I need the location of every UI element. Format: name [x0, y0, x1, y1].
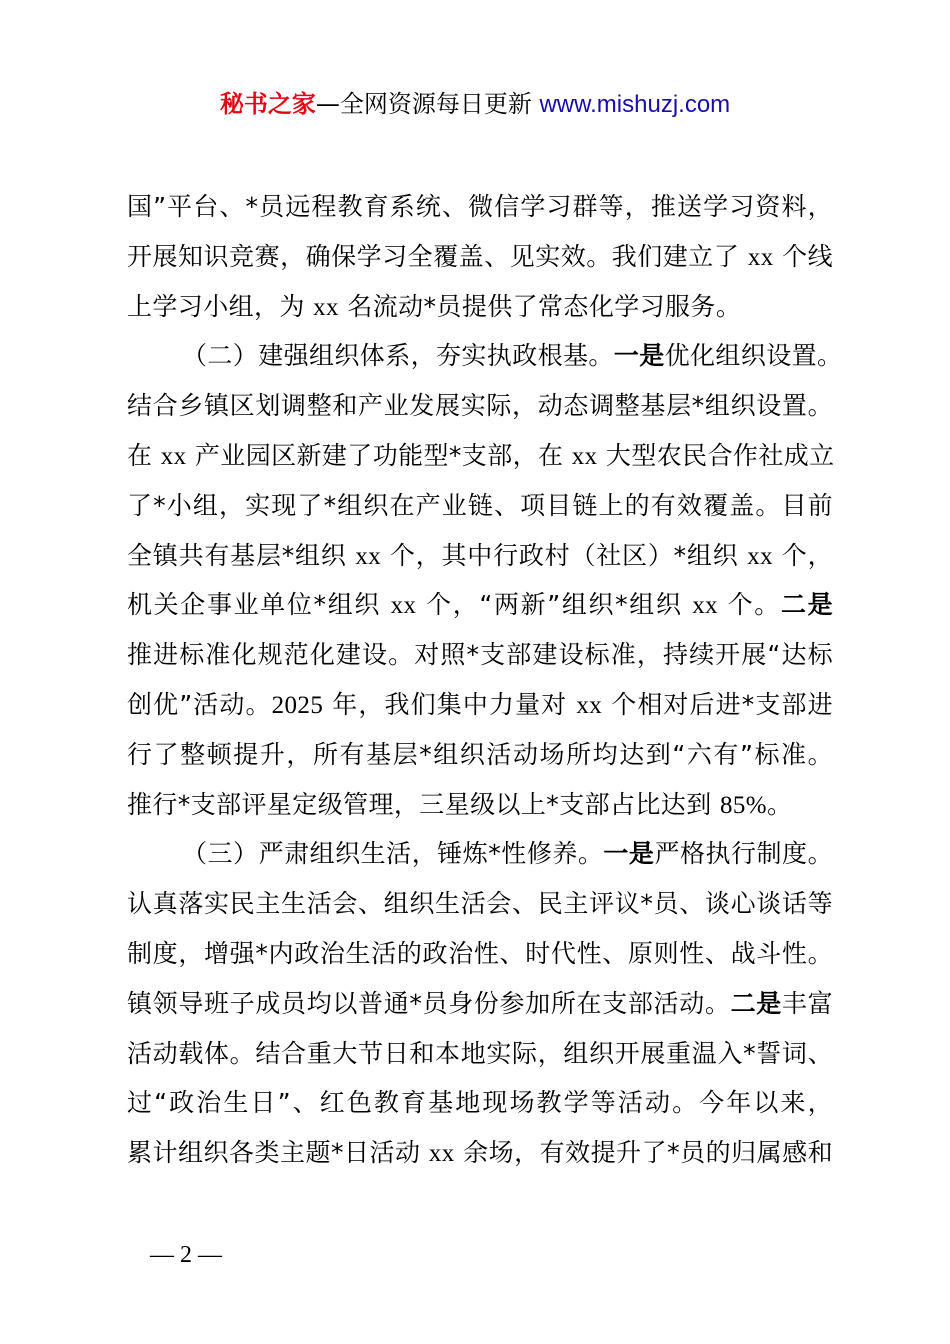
- text-line: 镇领导班子成员均以普通*员身份参加所在支部活动。二是丰富: [127, 988, 833, 1018]
- site-header: [0, 88, 950, 121]
- site-tagline: —全网资源每日更新: [315, 90, 540, 118]
- text-line: 国”平台、*员远程教育系统、微信学习群等，推送学习资料，: [127, 192, 833, 221]
- text-line: 制度，增强*内政治生活的政治性、时代性、原则性、战斗性。: [127, 938, 833, 968]
- text-line: 上学习小组，为 xx 名流动*员提供了常态化学习服务。: [127, 291, 742, 321]
- text-line: 结合乡镇区划调整和产业发展实际，动态调整基层*组织设置。: [127, 391, 833, 421]
- text-line: 了*小组，实现了*组织在产业链、项目链上的有效覆盖。目前: [127, 490, 833, 520]
- text-line: 创优”活动。2025 年，我们集中力量对 xx 个相对后进*支部进: [127, 689, 833, 719]
- text-line: 全镇共有基层*组织 xx 个，其中行政村（社区）*组织 xx 个，: [127, 540, 833, 570]
- section-heading-3: （三）严肃组织生活，锤炼*性修养。一是严格执行制度。: [182, 839, 833, 869]
- text-line: 推进标准化规范化建设。对照*支部建设标准，持续开展“达标: [127, 640, 833, 670]
- text-line: 在 xx 产业园区新建了功能型*支部，在 xx 大型农民合作社成立: [127, 440, 835, 470]
- text-line: 过“政治生日”、红色教育基地现场教学等活动。今年以来，: [127, 1088, 833, 1118]
- text-line: 推行*支部评星定级管理，三星级以上*支部占比达到 85%。: [127, 789, 793, 819]
- text-line: 机关企事业单位*组织 xx 个，“两新”组织*组织 xx 个。二是: [127, 590, 833, 620]
- text-line: 开展知识竞赛，确保学习全覆盖、见实效。我们建立了 xx 个线: [127, 241, 834, 271]
- document-body: [127, 182, 843, 1178]
- text-line: 累计组织各类主题*日活动 xx 余场，有效提升了*员的归属感和: [127, 1138, 833, 1168]
- text-line: 认真落实民主生活会、组织生活会、民主评议*员、谈心谈话等: [127, 889, 833, 919]
- section-heading-2: （二）建强组织体系，夯实执政根基。一是优化组织设置。: [182, 341, 843, 371]
- site-brand: 秘书之家: [219, 90, 316, 118]
- page-number: — 2 —: [150, 1242, 222, 1268]
- text-line: 活动载体。结合重大节日和本地实际，组织开展重温入*誓词、: [127, 1038, 833, 1068]
- site-url-link[interactable]: www.mishuzj.com: [539, 91, 731, 118]
- text-line: 行了整顿提升，所有基层*组织活动场所均达到“六有”标准。: [127, 739, 833, 769]
